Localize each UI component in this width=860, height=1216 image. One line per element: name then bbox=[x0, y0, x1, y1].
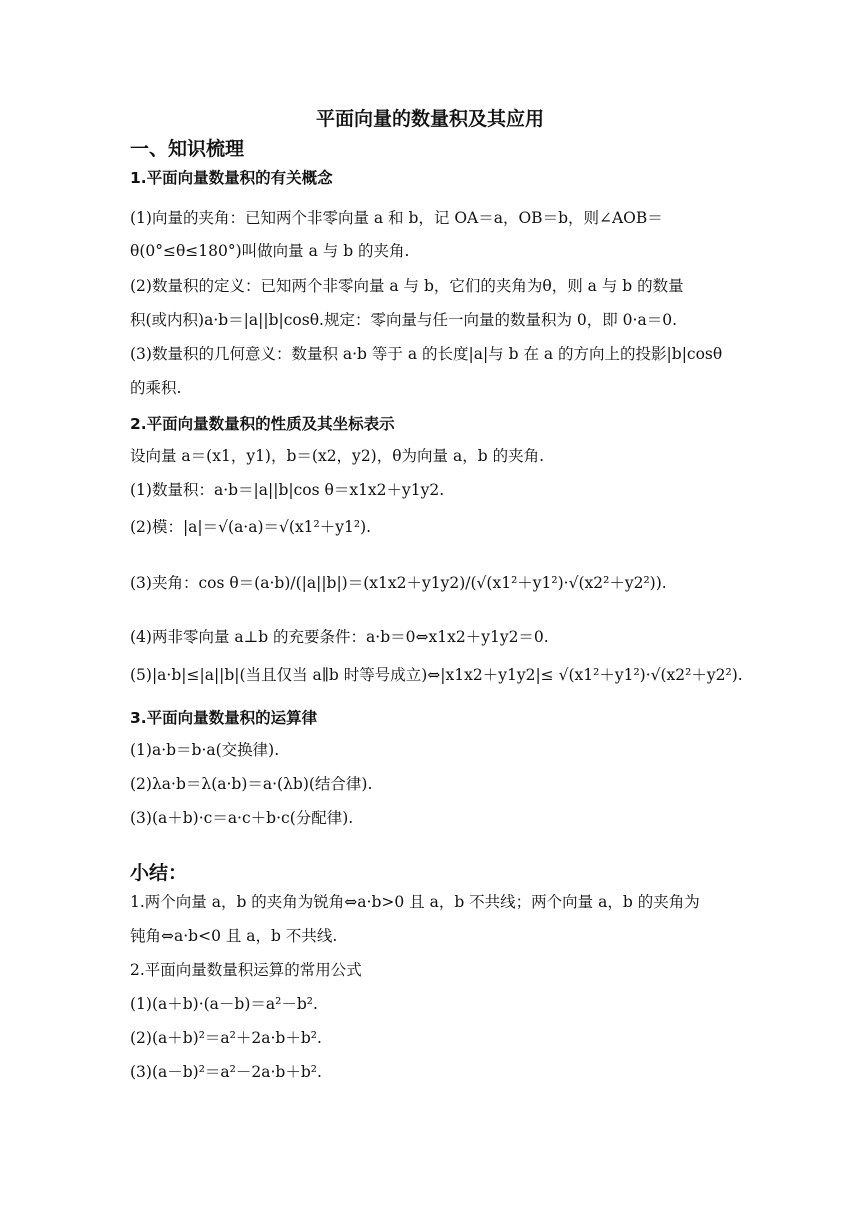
line-associative-law: (2)λa·b＝λ(a·b)＝a·(λb)(结合律). bbox=[130, 775, 373, 793]
summary-formula-2: (2)(a＋b)²＝a²＋2a·b＋b². bbox=[130, 1029, 322, 1047]
summary-line-2: 2.平面向量数量积运算的常用公式 bbox=[130, 961, 362, 979]
line-geometric-meaning-2: 的乘积. bbox=[130, 379, 182, 397]
heading-operation-laws: 3.平面向量数量积的运算律 bbox=[130, 709, 318, 727]
heading-properties: 2.平面向量数量积的性质及其坐标表示 bbox=[130, 415, 395, 433]
line-angle-formula: (3)夹角：cos θ＝(a·b)/(|a||b|)＝(x1x2＋y1y2)/(√(x1²＋y1²)·√(x2²＋y2²)). bbox=[130, 574, 667, 592]
summary-formula-3: (3)(a－b)²＝a²－2a·b＋b². bbox=[130, 1063, 322, 1081]
summary-heading: 小结： bbox=[130, 862, 188, 884]
summary-line-1a: 1.两个向量 a，b 的夹角为锐角⇔a·b>0 且 a，b 不共线；两个向量 a，b 的夹角为 bbox=[130, 893, 700, 911]
line-vector-setup: 设向量 a＝(x1，y1)，b＝(x2，y2)，θ为向量 a，b 的夹角. bbox=[130, 447, 544, 465]
line-dot-product-coordinates: (1)数量积：a·b＝|a||b|cos θ＝x1x2＋y1y2. bbox=[130, 481, 445, 499]
line-cauchy-inequality: (5)|a·b|≤|a||b|(当且仅当 a∥b 时等号成立)⇔|x1x2＋y1y2|≤ √(x1²＋y1²)·√(x2²＋y2²). bbox=[130, 666, 743, 684]
line-perpendicular-condition: (4)两非零向量 a⊥b 的充要条件：a·b＝0⇔x1x2＋y1y2＝0. bbox=[130, 628, 549, 646]
line-commutative-law: (1)a·b＝b·a(交换律). bbox=[130, 741, 280, 759]
summary-line-1b: 钝角⇔a·b<0 且 a，b 不共线. bbox=[130, 927, 338, 945]
line-geometric-meaning-1: (3)数量积的几何意义：数量积 a·b 等于 a 的长度|a|与 b 在 a 的方向上的投影|b|cosθ bbox=[130, 345, 723, 363]
line-dot-product-definition-1: (2)数量积的定义：已知两个非零向量 a 与 b，它们的夹角为θ，则 a 与 b 的数量 bbox=[130, 277, 684, 295]
line-dot-product-definition-2: 积(或内积)a·b＝|a||b|cosθ.规定：零向量与任一向量的数量积为 0，即 0·a＝0. bbox=[130, 311, 677, 329]
heading-concepts: 1.平面向量数量积的有关概念 bbox=[130, 169, 333, 187]
document-title: 平面向量的数量积及其应用 bbox=[315, 108, 544, 130]
line-distributive-law: (3)(a＋b)·c＝a·c＋b·c(分配律). bbox=[130, 809, 354, 827]
section-heading-knowledge: 一、知识梳理 bbox=[130, 138, 245, 160]
line-modulus: (2)模：|a|＝√(a·a)＝√(x1²＋y1²). bbox=[130, 518, 372, 536]
line-angle-definition-1: (1)向量的夹角：已知两个非零向量 a 和 b，记 OA＝a，OB＝b，则∠AOB＝ bbox=[130, 209, 663, 227]
line-angle-definition-2: θ(0°≤θ≤180°)叫做向量 a 与 b 的夹角. bbox=[130, 242, 410, 260]
summary-formula-1: (1)(a＋b)·(a－b)＝a²－b². bbox=[130, 995, 318, 1013]
